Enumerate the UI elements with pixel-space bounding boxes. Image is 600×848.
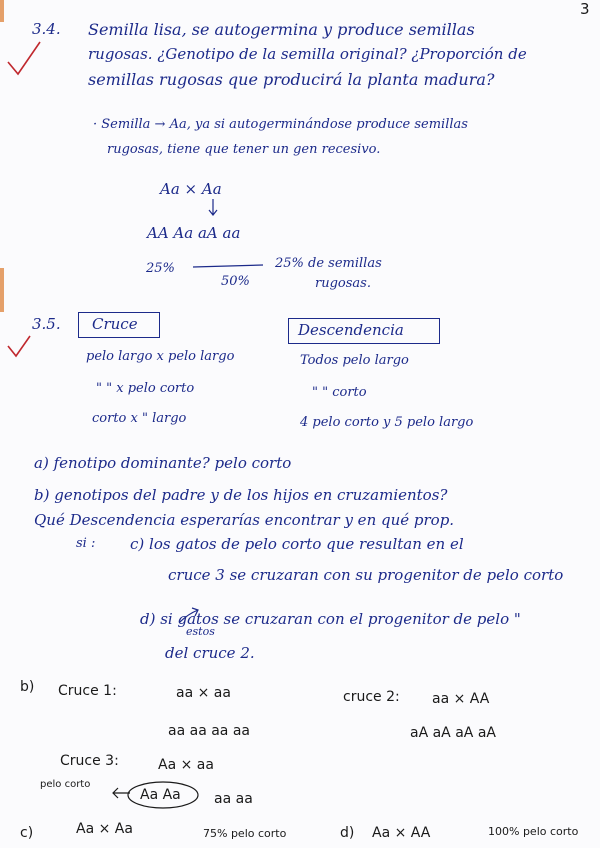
percent-line — [193, 265, 263, 267]
question-c-continued: cruce 3 se cruzaran con su progenitor de pelo corto — [168, 566, 564, 584]
percent-right: 25% de semillas — [275, 256, 382, 271]
question-b: b) genotipos del padre y de los hijos en cruzamientos? — [34, 486, 448, 504]
cruce-2-children: aA aA aA aA — [410, 725, 496, 741]
page-number: 3 — [580, 0, 590, 18]
descendant-row-1: Todos pelo largo — [300, 353, 409, 368]
question-d-estos: estos — [186, 625, 215, 638]
question-c: c) los gatos de pelo corto que resultan en el — [130, 535, 464, 553]
question-b-continued: Qué Descendencia esperarías encontrar y en qué prop. — [34, 511, 455, 529]
cruce-3-parents: Aa × aa — [158, 757, 214, 773]
answer-c-result: 75% pelo corto — [203, 827, 287, 840]
down-arrow-icon — [209, 199, 217, 215]
question-line: semillas rugosas que producirá la planta madura? — [88, 70, 495, 89]
answer-d-result: 100% pelo corto — [488, 825, 579, 838]
question-line: rugosas. ¿Genotipo de la semilla original? ¿Proporción de — [88, 45, 527, 63]
cruce-1-label: Cruce 1: — [58, 683, 117, 699]
check-mark-icon — [8, 336, 30, 356]
parental-cross: Aa × Aa — [160, 180, 222, 198]
left-arrow-icon — [113, 788, 130, 798]
percent-left: 25% — [146, 261, 175, 276]
cruce-1-parents: aa × aa — [176, 685, 231, 701]
question-a: a) fenotipo dominante? pelo corto — [34, 454, 292, 472]
exercise-number-3-5: 3.5. — [32, 315, 61, 333]
answer-line: rugosas, tiene que tener un gen recesivo. — [107, 142, 381, 157]
cruce-3-other-children: aa aa — [214, 791, 253, 807]
answer-c-cross: Aa × Aa — [76, 821, 133, 837]
question-d: d) si gatos se cruzaran con el progenitor de pelo " — [140, 610, 521, 628]
column-header-descendencia: Descendencia — [298, 321, 404, 339]
answer-b-label: b) — [20, 679, 35, 695]
answer-c-label: c) — [20, 825, 34, 841]
exercise-number-3-4: 3.4. — [32, 20, 61, 38]
cruce-2-label: cruce 2: — [343, 689, 400, 705]
si-label: si : — [76, 536, 96, 551]
cruce-2-parents: aa × AA — [432, 691, 490, 707]
cross-row-2: " " x pelo corto — [96, 381, 195, 396]
descendant-row-2: " " corto — [312, 385, 367, 400]
cruce-1-children: aa aa aa aa — [168, 723, 250, 739]
cross-row-3: corto x " largo — [92, 411, 187, 426]
check-mark-icon — [8, 42, 40, 74]
column-header-cruce: Cruce — [92, 315, 138, 333]
percent-middle: 50% — [221, 274, 250, 289]
offspring-genotypes: AA Aa aA aa — [147, 224, 241, 242]
cruce-3-circled-children: Aa Aa — [140, 787, 181, 803]
cross-row-1: pelo largo x pelo largo — [86, 349, 235, 364]
pelo-corto-label: pelo corto — [40, 779, 91, 790]
cruce-3-label: Cruce 3: — [60, 753, 119, 769]
question-d-continued: del cruce 2. — [165, 644, 255, 662]
descendant-row-3: 4 pelo corto y 5 pelo largo — [300, 415, 474, 430]
percent-right-label: rugosas. — [315, 276, 371, 291]
answer-d-label: d) — [340, 825, 355, 841]
answer-d-cross: Aa × AA — [372, 825, 431, 841]
answer-line: · Semilla → Aa, ya si autogerminándose produce semillas — [93, 117, 468, 132]
question-line: Semilla lisa, se autogermina y produce semillas — [88, 20, 475, 39]
